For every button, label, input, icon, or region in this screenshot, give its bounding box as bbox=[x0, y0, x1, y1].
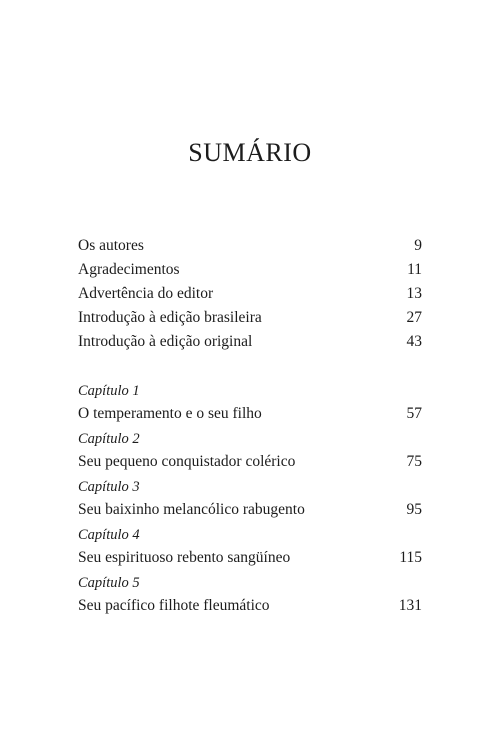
toc-entry[interactable] bbox=[78, 234, 422, 258]
front-matter-list bbox=[78, 234, 422, 354]
chapter-page-number: 95 bbox=[406, 501, 422, 518]
page-title: SUMÁRIO bbox=[188, 138, 312, 167]
chapter-title: Seu pequeno conquistador colérico bbox=[78, 453, 296, 470]
entry-page-number: 13 bbox=[406, 285, 422, 302]
chapter-row[interactable] bbox=[78, 594, 422, 618]
entry-page-number: 11 bbox=[407, 261, 422, 278]
chapter-row[interactable] bbox=[78, 402, 422, 426]
chapter-title: O temperamento e o seu filho bbox=[78, 405, 262, 422]
chapter-page-number: 131 bbox=[398, 597, 422, 614]
entry-title: Agradecimentos bbox=[78, 261, 180, 278]
chapter-row[interactable] bbox=[78, 546, 422, 570]
entry-page-number: 9 bbox=[414, 237, 422, 254]
entry-title: Advertência do editor bbox=[78, 285, 214, 302]
entry-title: Introdução à edição brasileira bbox=[78, 309, 262, 326]
chapter-label: Capítulo 5 bbox=[78, 575, 140, 591]
entry-page-number: 43 bbox=[406, 333, 422, 350]
entry-page-number: 27 bbox=[406, 309, 422, 326]
chapter-page-number: 57 bbox=[406, 405, 422, 422]
chapter-entry bbox=[78, 476, 422, 522]
chapter-label: Capítulo 2 bbox=[78, 431, 140, 447]
chapter-row[interactable] bbox=[78, 498, 422, 522]
chapter-row[interactable] bbox=[78, 450, 422, 474]
chapter-label: Capítulo 3 bbox=[78, 479, 140, 495]
chapter-entry bbox=[78, 524, 422, 570]
chapter-title: Seu baixinho melancólico rabugento bbox=[78, 501, 305, 518]
chapter-title: Seu pacífico filhote fleumático bbox=[78, 597, 270, 614]
chapter-entry bbox=[78, 428, 422, 474]
chapter-entry bbox=[78, 380, 422, 426]
chapter-page-number: 115 bbox=[399, 549, 422, 566]
toc-entry[interactable] bbox=[78, 282, 422, 306]
toc-entry[interactable] bbox=[78, 258, 422, 282]
entry-title: Os autores bbox=[78, 237, 144, 254]
chapter-page-number: 75 bbox=[406, 453, 422, 470]
toc-entry[interactable] bbox=[78, 330, 422, 354]
entry-title: Introdução à edição original bbox=[78, 333, 253, 350]
chapter-list bbox=[78, 380, 422, 620]
chapter-title: Seu espirituoso rebento sangüíneo bbox=[78, 549, 291, 566]
chapter-label: Capítulo 4 bbox=[78, 527, 140, 543]
chapter-label: Capítulo 1 bbox=[78, 383, 140, 399]
toc-entry[interactable] bbox=[78, 306, 422, 330]
chapter-entry bbox=[78, 572, 422, 618]
